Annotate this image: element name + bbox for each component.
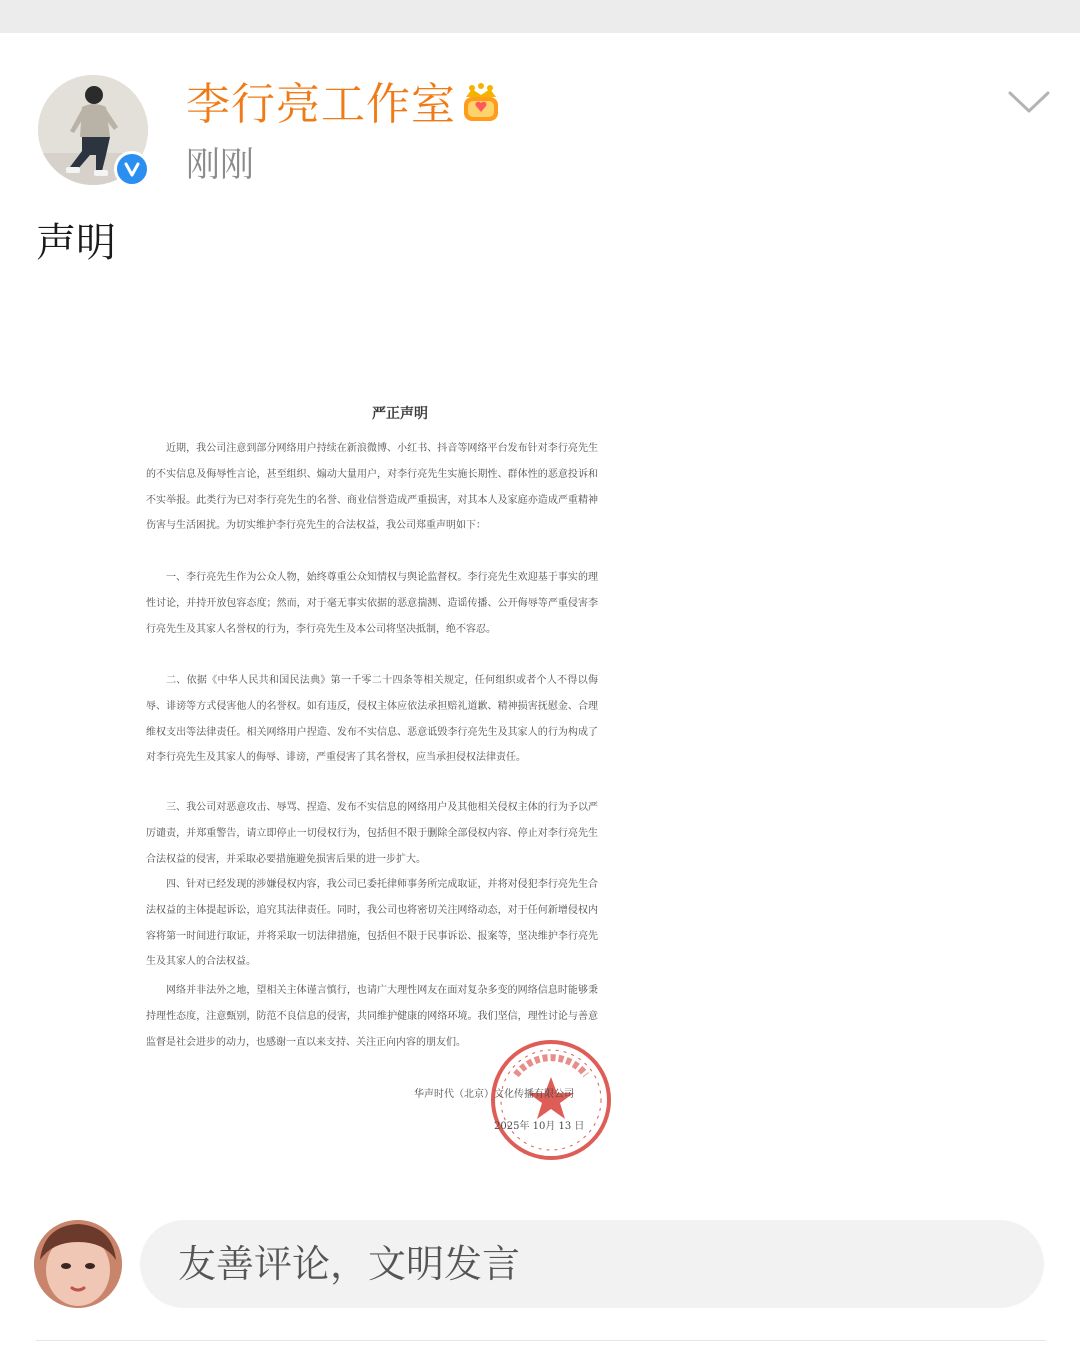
statement-signature: 华声时代（北京）文化传播有限公司	[414, 1089, 574, 1100]
commenter-avatar[interactable]	[34, 1220, 122, 1308]
company-seal	[486, 1035, 616, 1165]
statement-title: 严正声明	[372, 406, 428, 422]
statement-paragraph: 三、我公司对恶意攻击、辱骂、捏造、发布不实信息的网络用户及其他相关侵权主体的行为予以严厉谴责，并郑重警告，请立即停止一切侵权行为，包括但不限于删除全部侵权内容、停止对李行亮先生合法权益的侵害，并采取必要措施避免损害后果的进一步扩大。	[146, 802, 598, 865]
statement-paragraph: 一、李行亮先生作为公众人物，始终尊重公众知情权与舆论监督权。李行亮先生欢迎基于事实的理性讨论，并持开放包容态度；然而，对于毫无事实依据的恶意揣测、造谣传播、公开侮辱等严重侵害李行亮先生及其家人名誉权的行为，李行亮先生及本公司将坚决抵制，绝不容忍。	[146, 572, 598, 635]
comment-input[interactable]	[140, 1220, 1044, 1308]
statement-paragraph: 近期，我公司注意到部分网络用户持续在新浪微博、小红书、抖音等网络平台发布针对李行亮先生的不实信息及侮辱性言论，甚至组织、煽动大量用户，对李行亮先生实施长期性、群体性的恶意投诉和不实举报。此类行为已对李行亮先生的名誉、商业信誉造成严重损害，对其本人及家庭亦造成严重精神伤害与生活困扰。为切实维护李行亮先生的合法权益，我公司郑重声明如下：	[146, 443, 598, 532]
statement-date: 2025年 10月 13 日	[494, 1121, 585, 1132]
verified-check-icon	[114, 151, 150, 187]
chevron-down-icon[interactable]	[1006, 87, 1052, 117]
statement-image[interactable]	[30, 385, 1050, 1175]
statement-paragraph: 网络并非法外之地，望相关主体谨言慎行，也请广大理性网友在面对复杂多变的网络信息时能够秉持理性态度，注意甄别，防范不良信息的侵害，共同维护健康的网络环境。我们坚信，理性讨论与善意监督是社会进步的动力，也感谢一直以来支持、关注正向内容的朋友们。	[146, 985, 598, 1048]
bottom-divider	[36, 1340, 1046, 1341]
post-text: 声明	[36, 220, 116, 266]
top-strip	[0, 0, 1080, 33]
statement-paragraph: 四、针对已经发现的涉嫌侵权内容，我公司已委托律师事务所完成取证，并将对侵犯李行亮先生合法权益的主体提起诉讼，追究其法律责任。同时，我公司也将密切关注网络动态，对于任何新增侵权内容将第一时间进行取证，并将采取一切法律措施，包括但不限于民事诉讼、报案等，坚决维护李行亮先生及其家人的合法权益。	[146, 879, 598, 968]
post-time: 刚刚	[186, 145, 254, 185]
crown-member-icon[interactable]	[458, 81, 504, 125]
comment-bar	[0, 1210, 1080, 1320]
statement-paragraph: 二、依据《中华人民共和国民法典》第一千零二十四条等相关规定，任何组织或者个人不得以侮辱、诽谤等方式侵害他人的名誉权。如有违反，侵权主体应依法承担赔礼道歉、精神损害抚慰金、合理维权支出等法律责任。相关网络用户捏造、发布不实信息、恶意诋毁李行亮先生及其家人的行为构成了对李行亮先生及其家人的侮辱、诽谤，严重侵害了其名誉权，应当承担侵权法律责任。	[146, 675, 598, 764]
comment-placeholder: 友善评论，文明发言	[178, 1242, 521, 1286]
author-avatar[interactable]	[38, 75, 148, 185]
post-header	[0, 33, 1080, 203]
author-name[interactable]: 李行亮工作室	[186, 79, 456, 130]
